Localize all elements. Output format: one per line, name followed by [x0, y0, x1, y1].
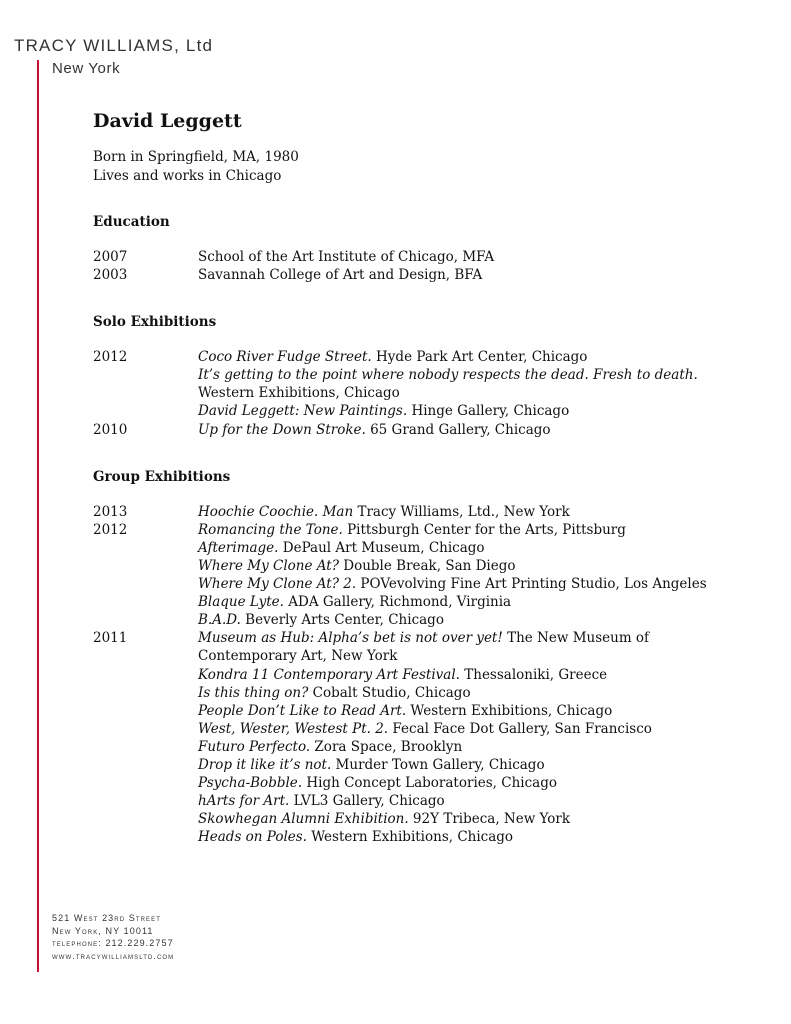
year: 2007	[93, 249, 128, 265]
artist-name: David Leggett	[93, 110, 242, 132]
entry	[198, 348, 753, 366]
cv-row	[93, 503, 753, 521]
entry-venue: Contemporary Art, New York	[198, 648, 398, 665]
entry-venue: Cobalt Studio, Chicago	[308, 684, 471, 701]
entry-venue: Double Break, San Diego	[338, 557, 516, 574]
entry-title: Museum as Hub: Alpha’s bet is not over yet!	[198, 630, 503, 647]
year: 2012	[93, 349, 128, 366]
entry-title: Where My Clone At?	[198, 557, 339, 574]
bio-birth: Born in Springfield, MA, 1980	[93, 149, 299, 165]
entry-list	[198, 348, 753, 420]
year: 2010	[93, 421, 128, 438]
entry	[198, 421, 753, 439]
entry-title: Heads on Poles.	[198, 829, 307, 846]
entry-venue: DePaul Art Museum, Chicago	[278, 539, 485, 556]
entry	[198, 557, 753, 575]
entry	[198, 384, 753, 402]
entry-list	[198, 266, 753, 284]
entry	[198, 702, 753, 720]
section-rows	[93, 348, 753, 438]
entry-venue: High Concept Laboratories, Chicago	[302, 775, 557, 792]
cv-row	[93, 521, 753, 630]
entry-list	[198, 629, 753, 846]
gallery-name: TRACY WILLIAMS, Ltd	[14, 36, 214, 55]
year: 2011	[93, 630, 128, 647]
entry-title: hArts for Art.	[198, 793, 290, 810]
year: 2012	[93, 521, 128, 538]
entry	[198, 611, 753, 629]
entry	[198, 402, 753, 420]
entry-title: David Leggett: New Paintings.	[198, 403, 408, 420]
entry-title: Psycha-Bobble.	[198, 775, 303, 792]
entry-venue: Beverly Arts Center, Chicago	[240, 612, 444, 629]
entry	[198, 720, 753, 738]
margin-rule	[37, 60, 39, 972]
cv-row	[93, 248, 753, 266]
footer-website: www.tracywilliamsltd.com	[52, 950, 175, 961]
entry-venue: ADA Gallery, Richmond, Virginia	[283, 594, 512, 611]
cv-row	[93, 266, 753, 284]
entry-venue: Savannah College of Art and Design, BFA	[198, 267, 483, 284]
entry-title: Afterimage.	[198, 539, 279, 556]
entry-title: B.A.D.	[198, 612, 241, 629]
entry-title: Skowhegan Alumni Exhibition.	[198, 811, 409, 828]
footer-phone: telephone: 212.229.2757	[52, 938, 174, 948]
section-rows	[93, 503, 753, 847]
entry-venue: The New Museum of	[502, 630, 650, 647]
entry-list	[198, 521, 753, 630]
entry-list	[198, 248, 753, 266]
entry-title: Is this thing on?	[198, 684, 309, 701]
section-title: Group Exhibitions	[93, 468, 231, 485]
entry-venue: Hinge Gallery, Chicago	[407, 403, 570, 420]
entry-venue: Tracy Williams, Ltd., New York	[353, 503, 570, 520]
entry-title: Futuro Perfecto.	[198, 738, 311, 755]
entry	[198, 593, 753, 611]
entry-venue: School of the Art Institute of Chicago, MFA	[198, 249, 495, 265]
entry	[198, 810, 753, 828]
entry-venue: Hyde Park Art Center, Chicago	[371, 349, 588, 366]
entry-venue: Pittsburgh Center for the Arts, Pittsburg	[342, 521, 626, 538]
entry-title: Up for the Down Stroke.	[198, 421, 366, 438]
footer-city: New York, NY 10011	[52, 925, 154, 936]
cv-row	[93, 629, 753, 846]
entry	[198, 774, 753, 792]
entry-list	[198, 503, 753, 521]
entry	[198, 248, 753, 266]
entry-venue: Western Exhibitions, Chicago	[198, 385, 400, 402]
entry-venue: Fecal Face Dot Gallery, San Francisco	[388, 720, 652, 737]
solo-exhibitions-section	[93, 314, 753, 438]
entry	[198, 684, 753, 702]
entry	[198, 666, 753, 684]
footer-address: 521 West 23rd Street	[52, 913, 162, 923]
entry	[198, 503, 753, 521]
entry-title: It’s getting to the point where nobody respects the dead. Fresh to death.	[198, 367, 698, 384]
entry-title: People Don’t Like to Read Art.	[198, 702, 407, 719]
entry	[198, 366, 753, 384]
entry	[198, 647, 753, 665]
entry-venue: POVevolving Fine Art Printing Studio, Los Angeles	[356, 576, 707, 593]
entry	[198, 629, 753, 647]
year: 2013	[93, 503, 128, 520]
gallery-city: New York	[52, 60, 121, 77]
letterhead	[14, 36, 214, 77]
entry-title: Drop it like it’s not.	[198, 756, 332, 773]
entry	[198, 756, 753, 774]
entry	[198, 738, 753, 756]
entry-title: Kondra 11 Contemporary Art Festival.	[198, 666, 460, 683]
entry-venue: 92Y Tribeca, New York	[408, 811, 571, 828]
entry-venue: Western Exhibitions, Chicago	[306, 829, 514, 846]
entry-title: Blaque Lyte.	[198, 594, 284, 611]
entry	[198, 521, 753, 539]
entry	[198, 539, 753, 557]
cv-content	[93, 110, 753, 876]
bio-residence: Lives and works in Chicago	[93, 168, 282, 184]
entry-title: West, Wester, Westest Pt. 2.	[198, 720, 389, 737]
entry-title: Coco River Fudge Street.	[198, 349, 372, 366]
entry-venue: 65 Grand Gallery, Chicago	[365, 421, 551, 438]
entry-title: Where My Clone At? 2.	[198, 576, 357, 593]
section-title: Solo Exhibitions	[93, 314, 217, 331]
entry-venue: Zora Space, Brooklyn	[310, 738, 463, 755]
letterhead-footer	[52, 912, 174, 962]
entry-venue: Murder Town Gallery, Chicago	[331, 756, 545, 773]
cv-row	[93, 348, 753, 420]
entry	[198, 792, 753, 810]
entry	[198, 828, 753, 846]
entry	[198, 575, 753, 593]
entry-venue: Western Exhibitions, Chicago	[406, 702, 613, 719]
entry-title: Hoochie Coochie. Man	[198, 503, 354, 520]
entry-list	[198, 421, 753, 439]
section-rows	[93, 248, 753, 284]
section-title: Education	[93, 214, 170, 230]
entry-venue: Thessaloniki, Greece	[459, 666, 608, 683]
entry-title: Romancing the Tone.	[198, 521, 343, 538]
year: 2003	[93, 267, 128, 284]
artist-bio	[93, 148, 753, 186]
entry-venue: LVL3 Gallery, Chicago	[289, 793, 445, 810]
cv-row	[93, 421, 753, 439]
group-exhibitions-section	[93, 469, 753, 847]
education-section	[93, 214, 753, 284]
entry	[198, 266, 753, 284]
